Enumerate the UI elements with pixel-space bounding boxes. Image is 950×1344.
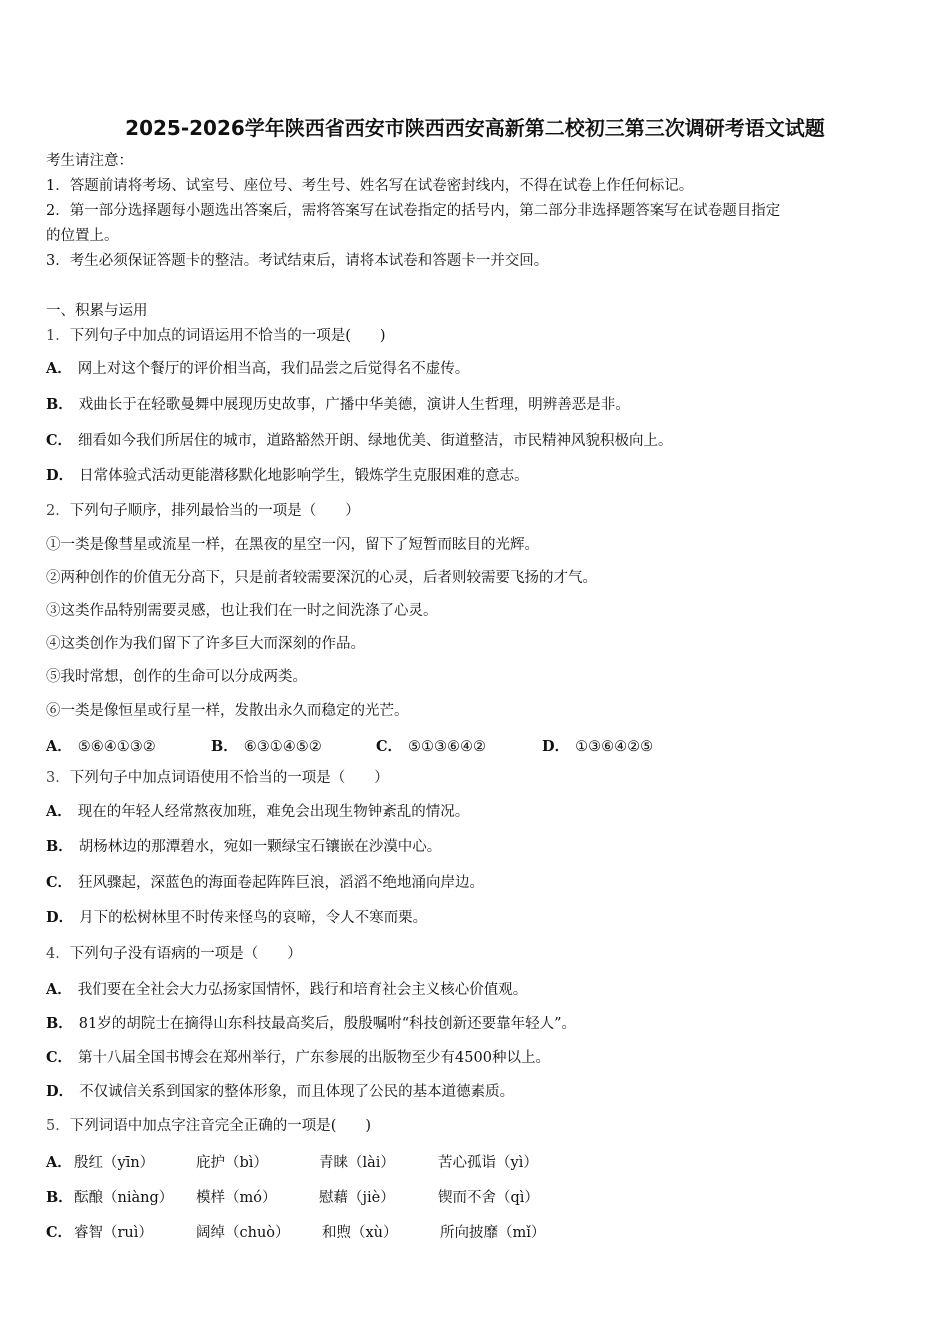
option-label: D．: [46, 1083, 74, 1100]
pinyin-item: 模样（mó）: [196, 1190, 277, 1206]
pinyin-item: 睿智（ruì）: [74, 1225, 153, 1241]
pinyin-item: 所向披靡（mǐ）: [440, 1225, 546, 1241]
question-5: [46, 1117, 371, 1135]
q4-option-d: [46, 1083, 514, 1101]
pinyin-item: 阔绰（chuò）: [196, 1225, 290, 1241]
q2-option-c: [376, 735, 486, 756]
q3-option-c: [46, 874, 484, 892]
q1-option-d: [46, 467, 529, 485]
q4-option-b: [46, 1015, 576, 1033]
question-stem: 下列句子中加点词语使用不恰当的一项是（ ）: [69, 770, 389, 786]
option-label: C．: [376, 738, 403, 755]
option-text: ①③⑥④②⑤: [575, 739, 654, 755]
option-text: 网上对这个餐厅的评价相当高，我们品尝之后觉得名不虚传。: [77, 361, 470, 377]
q2-sentence: ⑤我时常想，创作的生命可以分成两类。: [46, 669, 307, 685]
question-stem: 下列句子顺序，排列最恰当的一项是（ ）: [69, 503, 360, 519]
option-text: 细看如今我们所居住的城市，道路豁然开朗、绿地优美、街道整洁，市民精神风貌积极向上。: [78, 433, 673, 449]
question-number: 2．: [46, 503, 70, 519]
option-label: [46, 1151, 78, 1172]
q2-option-d: [542, 735, 653, 756]
q2-option-a: [46, 735, 156, 756]
option-text: 胡杨林边的那潭碧水，宛如一颗绿宝石镶嵌在沙漠中心。: [78, 839, 442, 855]
q4-option-a: [46, 981, 527, 999]
option-label: C．: [46, 874, 73, 891]
option-label-text: C．: [46, 1224, 73, 1241]
option-text: 不仅诚信关系到国家的整体形象，而且体现了公民的基本道德素质。: [79, 1084, 515, 1100]
q2-sentence: ③这类作品特别需要灵感，也让我们在一时之间洗涤了心灵。: [46, 603, 438, 619]
option-label: B．: [46, 396, 73, 413]
option-label: A．: [46, 981, 72, 998]
option-text: 狂风骤起，深蓝色的海面卷起阵阵巨浪，滔滔不绝地涌向岸边。: [78, 875, 485, 891]
pinyin-item: 庇护（bì）: [196, 1155, 268, 1171]
notice-item: 1．答题前请将考场、试室号、座位号、考生号、姓名写在试卷密封线内，不得在试卷上作任何标记。: [46, 178, 694, 194]
option-label: C．: [46, 1049, 73, 1066]
q4-option-c: [46, 1049, 550, 1067]
q2-sentence: ④这类创作为我们留下了许多巨大而深刻的作品。: [46, 636, 365, 652]
q2-sentence: ②两种创作的价值无分高下，只是前者较需要深沉的心灵，后者则较需要飞扬的才气。: [46, 570, 597, 586]
question-1: [46, 327, 386, 345]
option-text: ⑥③①④⑤②: [243, 739, 322, 755]
notice-item: 3．考生必须保证答题卡的整洁。考试结束后，请将本试卷和答题卡一并交回。: [46, 253, 549, 269]
question-stem: 下列词语中加点字注音完全正确的一项是( ): [69, 1118, 372, 1134]
section-heading: 一、积累与运用: [46, 303, 148, 319]
q1-option-c: [46, 432, 673, 450]
option-text: 月下的松树林里不时传来怪鸟的哀啼，令人不寒而栗。: [79, 910, 428, 926]
option-label: B．: [46, 838, 73, 855]
notice-item: 2．第一部分选择题每小题选出答案后，需将答案写在试卷指定的括号内，第二部分非选择题答案写在试卷题目指定: [46, 203, 781, 219]
notice-heading: 考生请注意：: [46, 153, 133, 169]
q3-option-a: [46, 803, 469, 821]
option-label: A．: [46, 360, 72, 377]
question-4: [46, 945, 302, 963]
q1-option-a: [46, 360, 469, 378]
pinyin-item: 锲而不舍（qì）: [438, 1190, 539, 1206]
option-text: 81岁的胡院士在摘得山东科技最高奖后，殷殷嘱咐“科技创新还要靠年轻人”。: [78, 1016, 577, 1032]
question-stem: 下列句子中加点的词语运用不恰当的一项是( ): [69, 328, 386, 344]
question-3: [46, 769, 389, 787]
question-2: [46, 502, 360, 520]
option-label: A．: [46, 803, 72, 820]
pinyin-item: 殷红（yīn）: [74, 1155, 155, 1171]
option-text: ⑤①③⑥④②: [408, 739, 487, 755]
q3-option-b: [46, 838, 441, 856]
option-label: A．: [46, 738, 72, 755]
option-label: C．: [46, 432, 73, 449]
option-label: D．: [542, 738, 570, 755]
question-stem: 下列句子没有语病的一项是（ ）: [69, 946, 302, 962]
question-number: 3．: [46, 770, 70, 786]
option-text: 第十八届全国书博会在郑州举行，广东参展的出版物至少有4500种以上。: [78, 1050, 550, 1066]
option-text: ⑤⑥④①③②: [77, 739, 156, 755]
pinyin-item: 和煦（xù）: [322, 1225, 398, 1241]
question-number: 4．: [46, 946, 70, 962]
q3-option-d: [46, 909, 427, 927]
option-text: 日常体验式活动更能潜移默化地影响学生，锻炼学生克服困难的意志。: [79, 468, 529, 484]
pinyin-item: 苦心孤诣（yì）: [438, 1155, 538, 1171]
option-text: 现在的年轻人经常熬夜加班，难免会出现生物钟紊乱的情况。: [77, 804, 470, 820]
question-number: 1．: [46, 328, 70, 344]
q1-option-b: [46, 396, 630, 414]
q2-option-b: [211, 735, 322, 756]
option-label: B．: [46, 1015, 73, 1032]
question-number: 5．: [46, 1118, 70, 1134]
option-label-text: B．: [46, 1189, 73, 1206]
option-label: B．: [211, 738, 238, 755]
option-label-text: A．: [46, 1154, 72, 1171]
exam-title: 2025-2026学年陕西省西安市陕西西安高新第二校初三第三次调研考语文试题: [125, 116, 825, 140]
pinyin-item: 青睐（lài）: [319, 1155, 395, 1171]
q2-sentence: ⑥一类是像恒星或行星一样，发散出永久而稳定的光芒。: [46, 703, 409, 719]
pinyin-item: 慰藉（jiè）: [319, 1190, 395, 1206]
option-text: 戏曲长于在轻歌曼舞中展现历史故事，广播中华美德，演讲人生哲理，明辨善恶是非。: [78, 397, 630, 413]
option-label: D．: [46, 467, 74, 484]
pinyin-item: 酝酿（niàng）: [74, 1190, 174, 1206]
option-text: 我们要在全社会大力弘扬家国情怀，践行和培育社会主义核心价值观。: [77, 982, 528, 998]
q2-sentence: ①一类是像彗星或流星一样，在黑夜的星空一闪，留下了短暂而眩目的光辉。: [46, 537, 539, 553]
notice-item: 的位置上。: [46, 228, 119, 244]
option-label: D．: [46, 909, 74, 926]
